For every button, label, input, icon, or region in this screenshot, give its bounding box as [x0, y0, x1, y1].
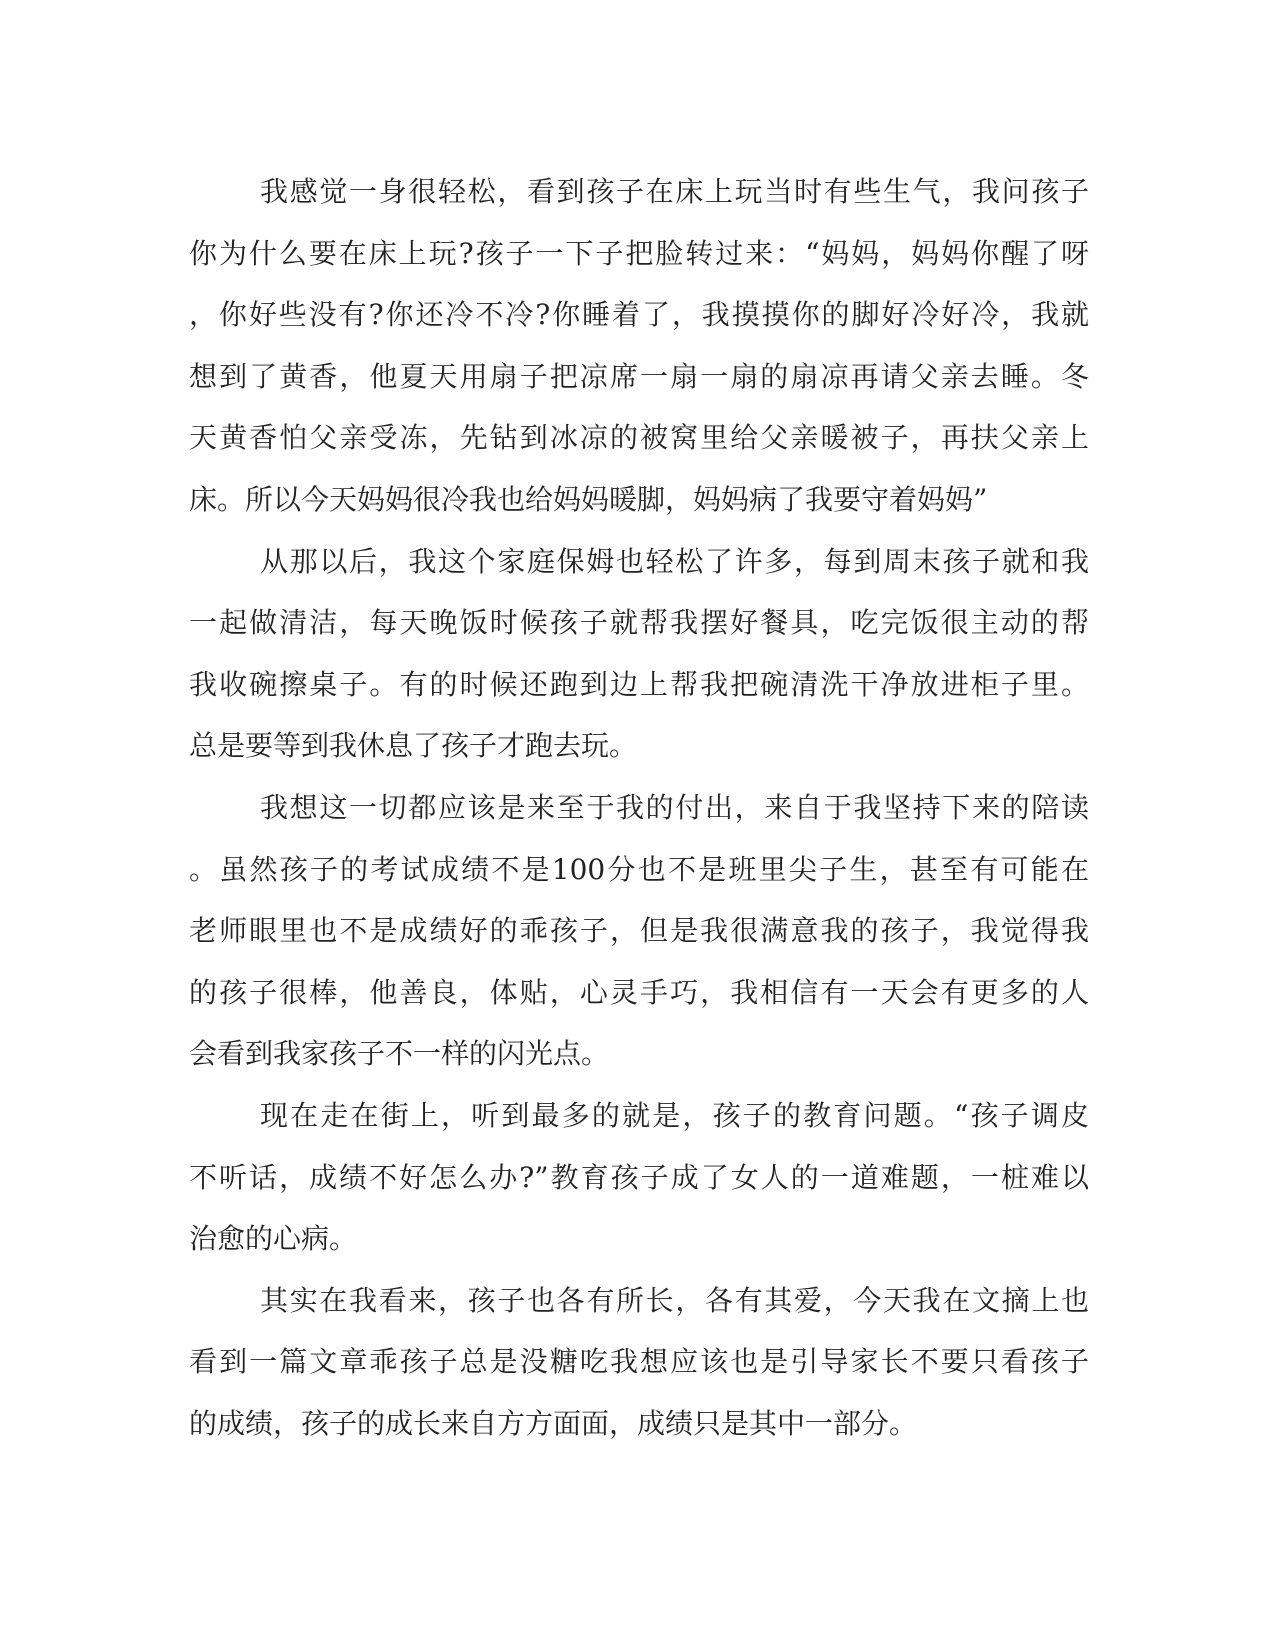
- text-line: 天黄香怕父亲受冻，先钻到冰凉的被窝里给父亲暖被子，再扶父亲上: [189, 421, 1089, 455]
- text-line: 看到一篇文章乖孩子总是没糖吃我想应该也是引导家长不要只看孩子: [189, 1345, 1089, 1379]
- text-line: 的成绩，孩子的成长来自方方面面，成绩只是其中一部分。: [189, 1406, 918, 1440]
- paragraph-3: [189, 777, 1089, 1085]
- text-line: ，你好些没有?你还冷不冷?你睡着了，我摸摸你的脚好冷好冷，我就: [189, 298, 1089, 332]
- paragraph-2: [189, 531, 1089, 777]
- text-line: 不听话，成绩不好怎么办?”教育孩子成了女人的一道难题，一桩难以: [189, 1160, 1089, 1194]
- text-line: 治愈的心病。: [189, 1222, 358, 1256]
- text-line: 现在走在街上，听到最多的就是，孩子的教育问题。“孩子调皮: [260, 1098, 1089, 1132]
- text-line: 我感觉一身很轻松，看到孩子在床上玩当时有些生气，我问孩子: [260, 175, 1089, 208]
- text-line: 老师眼里也不是成绩好的乖孩子，但是我很满意我的孩子，我觉得我: [189, 914, 1089, 948]
- text-line: 我想这一切都应该是来至于我的付出，来自于我坚持下来的陪读: [260, 790, 1089, 824]
- text-line: 其实在我看来，孩子也各有所长，各有其爱，今天我在文摘上也: [260, 1283, 1089, 1317]
- text-line: 总是要等到我休息了孩子才跑去玩。: [189, 729, 638, 763]
- text-line: 想到了黄香，他夏天用扇子把凉席一扇一扇的扇凉再请父亲去睡。冬: [189, 359, 1089, 393]
- paragraph-4: [189, 1085, 1089, 1270]
- text-line: 你为什么要在床上玩?孩子一下子把脸转过来：“妈妈，妈妈你醒了呀: [189, 236, 1089, 270]
- text-line: 的孩子很棒，他善良，体贴，心灵手巧，我相信有一天会有更多的人: [189, 975, 1089, 1009]
- document-body: [189, 161, 1089, 1454]
- paragraph-5: [189, 1270, 1089, 1455]
- text-line: 我收碗擦桌子。有的时候还跑到边上帮我把碗清洗干净放进柜子里。: [189, 667, 1089, 701]
- text-line: 一起做清洁，每天晚饭时候孩子就帮我摆好餐具，吃完饭很主动的帮: [189, 606, 1089, 640]
- text-line: 从那以后，我这个家庭保姆也轻松了许多，每到周末孩子就和我: [260, 544, 1089, 578]
- text-line: 床。所以今天妈妈很冷我也给妈妈暖脚，妈妈病了我要守着妈妈”: [189, 482, 988, 516]
- paragraph-1: [189, 161, 1089, 531]
- text-line: 会看到我家孩子不一样的闪光点。: [189, 1037, 610, 1071]
- text-line: 。虽然孩子的考试成绩不是100分也不是班里尖子生，甚至有可能在: [189, 852, 1089, 886]
